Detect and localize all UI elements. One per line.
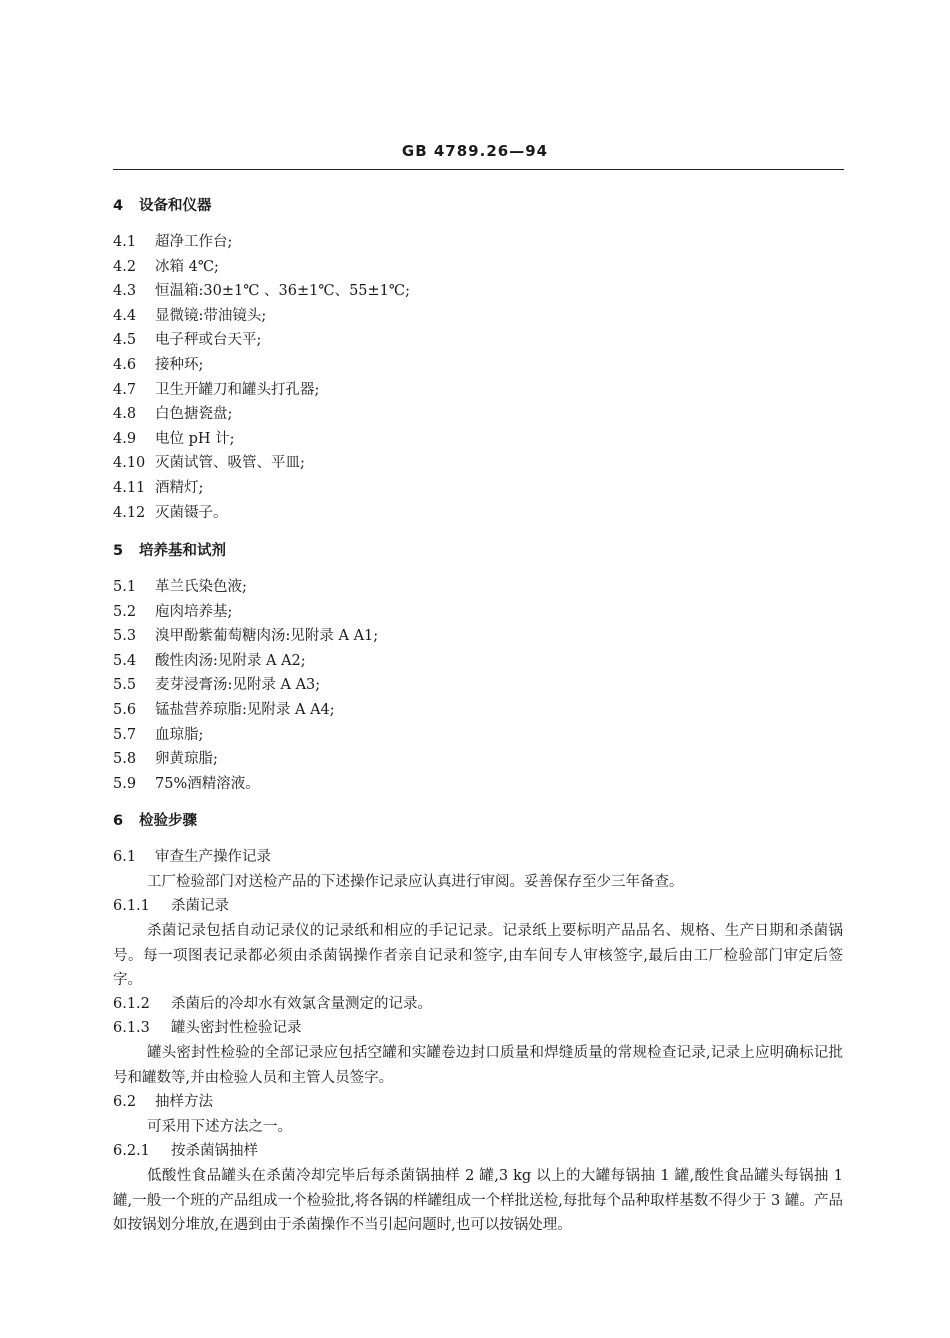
list-item (113, 429, 235, 449)
list-item (113, 626, 378, 646)
item-number: 4.10 (113, 455, 146, 472)
item-text: 电子秤或台天平; (155, 332, 262, 349)
section-number: 5 (113, 543, 124, 559)
list-item (113, 453, 305, 473)
item-number: 5.3 (113, 628, 137, 645)
section-title: 检验步骤 (139, 813, 197, 829)
clause-number: 6.2 (113, 1094, 137, 1110)
section-4-heading (113, 196, 212, 216)
standard-code-header: GB 4789.26—94 (401, 142, 549, 160)
item-text: 显微镜:带油镜头; (155, 307, 267, 324)
clause-number: 6.1.2 (113, 996, 150, 1012)
item-number: 5.4 (113, 652, 137, 669)
item-number: 4.8 (113, 406, 137, 423)
clause-6-2 (113, 1092, 213, 1112)
clause-number: 6.1.1 (113, 898, 150, 914)
item-text: 超净工作台; (155, 234, 233, 250)
clause-title: 审查生产操作记录 (155, 849, 271, 865)
item-number: 4.11 (113, 480, 146, 496)
item-number: 4.1 (113, 234, 137, 250)
item-text: 卫生开罐刀和罐头打孔器; (155, 381, 320, 398)
paragraph-6-2-1: 低酸性食品罐头在杀菌冷却完毕后每杀菌锅抽样 2 罐,3 kg 以上的大罐每锅抽 1 罐,酸性食品罐头每锅抽 1 罐,一般一个班的产品组成一个检验批,将各锅的样罐组成一个样批送检,每批每个品种取样基数不得少于 3 罐。产品如按锅划分堆放,在遇到由于杀菌操作不当引起问题时,也可以按锅处理。 (113, 1168, 843, 1233)
list-item (113, 355, 203, 375)
clause-6-1-2 (113, 994, 432, 1014)
item-number: 4.7 (113, 381, 137, 398)
item-text: 溴甲酚紫葡萄糖肉汤:见附录 A A1; (155, 628, 379, 645)
item-number: 4.12 (113, 504, 146, 521)
clause-6-1 (113, 847, 271, 867)
clause-6-1-1 (113, 896, 229, 916)
clause-number: 6.2.1 (113, 1143, 150, 1159)
list-item (113, 503, 228, 523)
item-text: 革兰氏染色液; (155, 579, 247, 595)
item-number: 4.9 (113, 430, 137, 447)
item-number: 4.6 (113, 357, 137, 373)
list-item (113, 577, 247, 597)
item-number: 5.2 (113, 603, 137, 620)
item-text: 血琼脂; (155, 726, 204, 743)
clause-title: 杀菌记录 (171, 898, 229, 914)
header-rule (113, 169, 844, 170)
section-title: 设备和仪器 (139, 198, 212, 214)
clause-6-1-3 (113, 1018, 302, 1038)
list-item (113, 725, 203, 745)
list-item (113, 380, 319, 400)
list-item (113, 306, 266, 326)
clause-title: 罐头密封性检验记录 (171, 1020, 302, 1036)
item-text: 白色搪瓷盘; (155, 406, 233, 423)
item-number: 5.5 (113, 677, 137, 694)
item-number: 5.9 (113, 775, 137, 792)
item-number: 4.4 (113, 307, 137, 324)
item-text: 灭菌镊子。 (155, 504, 228, 521)
clause-number: 6.1.3 (113, 1020, 150, 1036)
list-item (113, 404, 232, 424)
list-item (113, 330, 261, 350)
clause-title: 杀菌后的冷却水有效氯含量测定的记录。 (171, 996, 432, 1012)
item-number: 4.2 (113, 258, 137, 275)
item-text: 冰箱 4℃; (155, 258, 219, 275)
list-item (113, 700, 335, 720)
list-item (113, 232, 232, 252)
list-item (113, 281, 410, 301)
item-text: 灭菌试管、吸管、平皿; (155, 455, 305, 472)
list-item (113, 651, 306, 671)
item-text: 卵黄琼脂; (155, 751, 218, 768)
item-text: 恒温箱:30±1℃ 、36±1℃、55±1℃; (155, 283, 411, 300)
list-item (113, 478, 203, 498)
item-text: 酒精灯; (155, 480, 204, 496)
section-title: 培养基和试剂 (139, 543, 226, 559)
paragraph-6-1: 工厂检验部门对送检产品的下述操作记录应认真进行审阅。妥善保存至少三年备查。 (147, 874, 684, 890)
clause-number: 6.1 (113, 849, 137, 865)
section-5-heading (113, 541, 226, 561)
item-text: 锰盐营养琼脂:见附录 A A4; (155, 702, 335, 718)
item-number: 4.5 (113, 332, 137, 349)
item-text: 接种环; (155, 357, 204, 373)
section-6-heading (113, 811, 197, 831)
list-item (113, 675, 320, 695)
item-number: 5.7 (113, 726, 137, 743)
section-number: 6 (113, 813, 124, 829)
item-text: 75%酒精溶液。 (155, 775, 260, 792)
clause-6-2-1 (113, 1141, 258, 1161)
item-number: 5.8 (113, 751, 137, 768)
section-number: 4 (113, 198, 124, 214)
item-text: 麦芽浸膏汤:见附录 A A3; (155, 677, 321, 694)
item-number: 5.1 (113, 579, 137, 595)
item-number: 4.3 (113, 283, 137, 300)
paragraph-6-1-1: 杀菌记录包括自动记录仪的记录纸和相应的手记记录。记录纸上要标明产品品名、规格、生产日期和杀菌锅号。每一项图表记录都必须由杀菌锅操作者亲自记录和签字,由车间专人审核签字,最后由工厂检验部门审定后签字。 (113, 923, 843, 988)
clause-title: 按杀菌锅抽样 (171, 1143, 258, 1159)
paragraph-6-2: 可采用下述方法之一。 (147, 1119, 292, 1135)
list-item (113, 749, 218, 769)
item-text: 庖肉培养基; (155, 603, 233, 620)
list-item (113, 602, 232, 622)
paragraph-6-1-3: 罐头密封性检验的全部记录应包括空罐和实罐卷边封口质量和焊缝质量的常规检查记录,记录上应明确标记批号和罐数等,并由检验人员和主管人员签字。 (113, 1045, 843, 1086)
clause-title: 抽样方法 (155, 1094, 213, 1110)
item-text: 酸性肉汤:见附录 A A2; (155, 652, 306, 669)
list-item (113, 774, 260, 794)
item-text: 电位 pH 计; (155, 430, 235, 447)
item-number: 5.6 (113, 702, 137, 718)
list-item (113, 257, 219, 277)
